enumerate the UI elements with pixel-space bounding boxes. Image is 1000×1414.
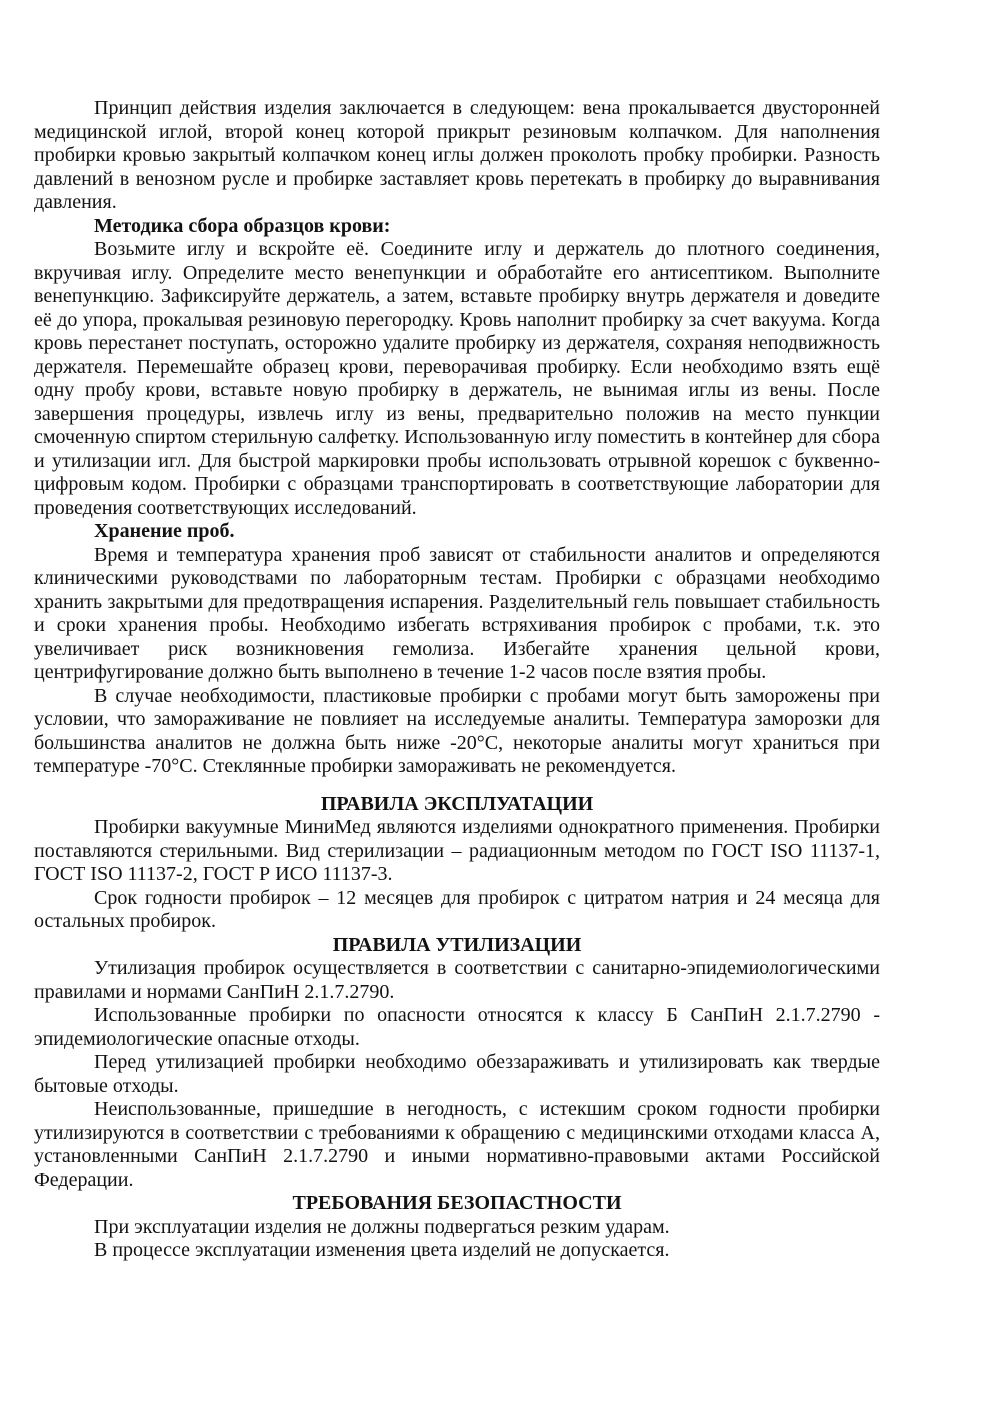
section-title-disposal-rules: ПРАВИЛА УТИЛИЗАЦИИ — [332, 933, 582, 956]
section-title-operation-rules: ПРАВИЛА ЭКСПЛУАТАЦИИ — [320, 792, 594, 815]
paragraph-storage-conditions: Время и температура хранения проб зависят от стабильности аналитов и определяются клиническими руководствами по лабораторным тестам. Пробирки с образцами необходимо хранить закрытыми для предотвращения испарения. Разделительный гель повышает стабильность и сроки хранения пробы. Необходимо избегать встряхивания пробирок с пробами, т.к. это увеличивает риск возникновения гемолиза. Избегайте хранения цельной крови, центрифугирование должно быть выполнено в течение 1-2 часов после взятия пробы. — [34, 543, 880, 683]
paragraph-principle-of-operation: Принцип действия изделия заключается в следующем: вена прокалывается двусторонней медицинской иглой, второй конец которой прикрыт резиновым колпачком. Для наполнения пробирки кровью закрытый колпачком конец иглы должен проколоть пробку пробирки. Разность давлений в венозном русле и пробирке заставляет кровь перетекать в пробирку до выравнивания давления. — [34, 97, 880, 213]
section-title-safety-requirements: ТРЕБОВАНИЯ БЕЗОПАСТНОСТИ — [292, 1192, 622, 1214]
paragraph-freezing-conditions: В случае необходимости, пластиковые пробирки с пробами могут быть заморожены при условии, что замораживание не повлияет на исследуемые аналиты. Температура заморозки для большинства аналитов не должна быть ниже -20°С, некоторые аналиты могут храниться при температуре -70°С. Стеклянные пробирки замораживать не рекомендуется. — [34, 684, 880, 777]
document-content — [34, 97, 880, 1263]
paragraph-collection-procedure: Возьмите иглу и вскройте её. Соедините иглу и держатель до плотного соединения, вкручивая иглу. Определите место венепункции и обработайте его антисептиком. Выполните венепункцию. Зафиксируйте держатель, а затем, вставьте пробирку внутрь держателя и доведите её до упора, прокалывая резиновую перегородку. Кровь наполнит пробирку за счет вакуума. Когда кровь перестанет поступать, осторожно удалите пробирку из держателя, сохраняя неподвижность держателя. Перемешайте образец крови, переворачивая пробирку. Если необходимо взять ещё одну пробу крови, вставьте новую пробирку в держатель, не вынимая иглы из вены. После завершения процедуры, извлечь иглу из вены, предварительно положив на место пункции смоченную спиртом стерильную салфетку. Использованную иглу поместить в контейнер для сбора и утилизации игл. Для быстрой маркировки пробы использовать отрывной корешок с буквенно-цифровым кодом. Пробирки с образцами транспортировать в соответствующие лаборатории для проведения соответствующих исследований. — [34, 238, 880, 519]
heading-blood-collection-method: Методика сбора образцов крови: — [94, 214, 391, 237]
paragraph-disposal-regulations: Утилизация пробирок осуществляется в соответствии с санитарно-эпидемиологическими правилами и нормами СанПиН 2.1.7.2790. — [34, 957, 880, 1003]
paragraph-shelf-life: Срок годности пробирок – 12 месяцев для пробирок с цитратом натрия и 24 месяца для остальных пробирок. — [34, 886, 880, 932]
paragraph-used-tubes-class: Использованные пробирки по опасности относятся к классу Б СанПиН 2.1.7.2790 - эпидемиологические опасные отходы. — [34, 1004, 880, 1050]
paragraph-safety-no-impacts: При эксплуатации изделия не должны подвергаться резким ударам. — [94, 1215, 670, 1238]
paragraph-safety-no-color-change: В процессе эксплуатации изменения цвета изделий не допускается. — [94, 1239, 670, 1261]
paragraph-decontamination: Перед утилизацией пробирки необходимо обеззараживать и утилизировать как твердые бытовые отходы. — [34, 1051, 880, 1097]
heading-sample-storage: Хранение проб. — [94, 520, 235, 542]
paragraph-unused-expired-tubes: Неиспользованные, пришедшие в негодность, с истекшим сроком годности пробирки утилизируются в соответствии с требованиями к обращению с медицинскими отходами класса А, установленными СанПиН 2.1.7.2790 и иными нормативно-правовыми актами Российской Федерации. — [34, 1098, 880, 1191]
paragraph-single-use-sterilization: Пробирки вакуумные МиниМед являются изделиями однократного применения. Пробирки поставляются стерильными. Вид стерилизации – радиационным методом по ГОСТ ISO 11137-1, ГОСТ ISO 11137-2, ГОСТ Р ИСО 11137-3. — [34, 816, 880, 885]
